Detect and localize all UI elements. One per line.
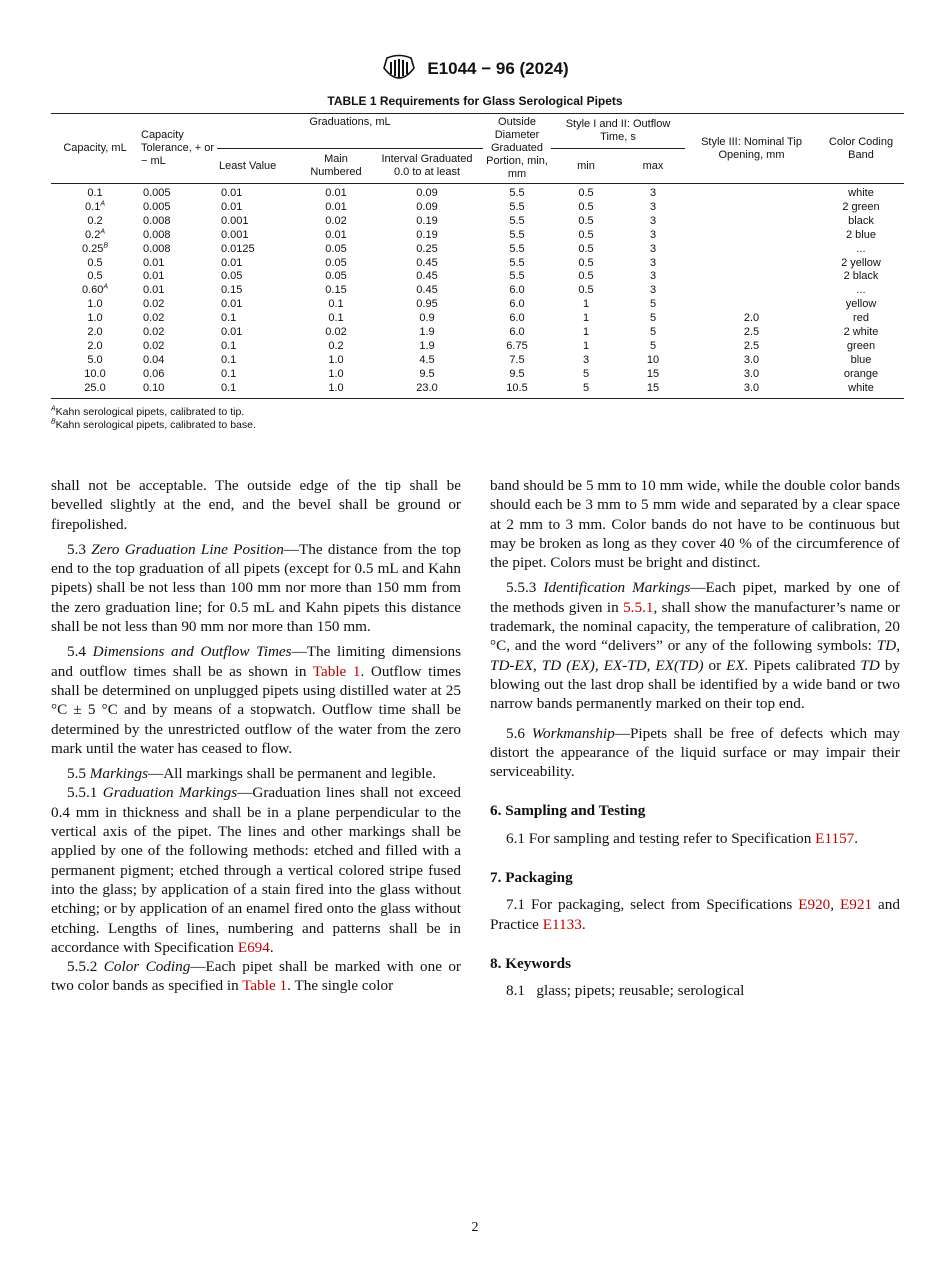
standard-designation: E1044 − 96 (2024) — [427, 59, 569, 78]
cell-od: 5.5 — [509, 228, 525, 241]
cell-interval: 0.45 — [416, 284, 438, 297]
cell-tol: 0.008 — [143, 214, 171, 227]
page-number: 2 — [471, 1220, 479, 1235]
cell-max: 3 — [649, 228, 657, 241]
cell-min: 0.5 — [578, 242, 594, 255]
cell-cap: 25.0 — [84, 381, 106, 394]
cell-od: 5.5 — [509, 187, 525, 199]
table-row — [51, 243, 904, 257]
col-header-graduations: Graduations, mL — [217, 114, 483, 149]
cell-least: 0.01 — [221, 187, 243, 199]
section-5-5: 5.5 Markings—All markings shall be permanent and legible. — [67, 765, 437, 783]
cell-cap: 0.5 — [87, 256, 103, 269]
cell-main: 0.15 — [325, 284, 347, 297]
table-row — [51, 284, 904, 298]
cell-max: 3 — [649, 256, 657, 269]
cell-interval: 0.19 — [416, 214, 438, 227]
col-header-main-numbered: Main Numbered — [310, 153, 362, 178]
cell-min: 1 — [582, 326, 590, 339]
section-5-3: 5.3 Zero Graduation Line Position—The distance from the top end to the top graduation of all pipets (except for 0.5 mL and Kahn pipets) shall be not less than 100 mm nor more than 150 mm from the zero graduation line; for 0.5 mL and Kahn pipets this distance shall be not less than 90 mm nor more than 150 mm. — [51, 540, 462, 636]
cell-least: 0.001 — [221, 214, 249, 227]
cell-main: 0.01 — [325, 228, 347, 241]
table-row — [51, 298, 904, 312]
e1133-link[interactable]: E1133 — [542, 915, 582, 933]
cell-tip: 2.0 — [743, 312, 760, 325]
cell-tip: 2.5 — [743, 339, 760, 352]
cell-main: 0.02 — [325, 326, 347, 339]
col-header-max: max — [642, 159, 664, 172]
cell-interval: 0.95 — [416, 298, 438, 311]
cell-tip: 3.0 — [743, 353, 760, 366]
cell-tip: 3.0 — [743, 367, 760, 380]
section-5-4: 5.4 Dimensions and Outflow Times—The limiting dimensions and outflow times shall be as shown in Table 1. Outflow times shall be determined on unplugged pipets using distilled water at 25 °C ± 5 °C and by means of a stopwatch. Outflow time shall be determined by the unrestricted outflow of the water from the zero mark until the water has ceased to flow. — [51, 643, 462, 757]
table-row — [51, 184, 904, 201]
col-header-min: min — [577, 159, 595, 172]
cell-main: 0.01 — [325, 200, 347, 213]
cell-cap: $0.2^A$ — [85, 228, 105, 241]
cell-main: 0.05 — [325, 256, 347, 269]
cell-cap: 2.0 — [87, 326, 103, 339]
cell-interval: 1.9 — [419, 339, 435, 352]
cell-cap: 5.0 — [87, 353, 103, 366]
cell-cap: $0.25^B$ — [81, 241, 109, 255]
cell-max: 15 — [646, 381, 660, 394]
cell-tol: 0.02 — [143, 339, 165, 352]
cell-min: 0.5 — [578, 187, 594, 199]
cell-cap: 1.0 — [87, 312, 103, 325]
cell-interval: 0.45 — [416, 270, 438, 283]
cell-least: 0.1 — [221, 353, 237, 366]
footnote: $^A$Kahn serological pipets, calibrated to tip. — [51, 405, 245, 418]
table-row — [51, 270, 904, 284]
cell-color: orange — [843, 367, 879, 380]
section-5-6: 5.6 Workmanship—Pipets shall be free of defects which may distort the appearance of the liquid surface or may impair their serviceability. — [490, 724, 901, 781]
cell-od: 10.5 — [506, 381, 528, 394]
heading-sampling-testing: 6. Sampling and Testing — [490, 802, 646, 820]
cell-cap: 1.0 — [87, 298, 103, 311]
cell-tip — [685, 184, 818, 201]
col-header-capacity: Capacity, mL — [63, 142, 127, 154]
cell-min: 1 — [582, 339, 590, 352]
cell-min: 0.5 — [578, 270, 594, 283]
cell-od: 6.75 — [506, 339, 528, 352]
cell-color: ... — [856, 284, 866, 297]
cell-main: 0.1 — [328, 298, 344, 311]
cell-max: 5 — [649, 326, 657, 339]
section-5-5-2: 5.5.2 Color Coding—Each pipet shall be marked with one or two color bands as specified in Table 1. The single color — [51, 958, 461, 995]
col-header-tip-opening: Style III: Nominal Tip Opening, mm — [701, 135, 802, 161]
cell-max: 3 — [649, 200, 657, 213]
cell-least: 0.0125 — [221, 242, 255, 255]
table-1-link[interactable]: Table 1 — [312, 662, 361, 680]
cell-interval: 23.0 — [416, 381, 438, 394]
cell-max: 10 — [646, 353, 660, 366]
e694-link[interactable]: E694 — [237, 938, 270, 956]
paragraph-continued: shall not be acceptable. The outside edge of the tip shall be bevelled slightly at the end, and the bevel shall be ground or firepolished. — [51, 477, 461, 533]
cell-max: 5 — [649, 312, 657, 325]
cell-color: green — [846, 339, 876, 352]
cell-color: white — [848, 187, 874, 199]
cell-min: 0.5 — [578, 284, 594, 297]
table-caption: TABLE 1 Requirements for Glass Serological Pipets — [327, 94, 623, 108]
cell-main: 0.01 — [325, 187, 347, 199]
col-header-outside-diameter: Outside Diameter Graduated Portion, min, mm — [486, 116, 548, 180]
cell-main: 0.02 — [325, 214, 347, 227]
section-5-5-3: 5.5.3 Identification Markings—Each pipet, marked by one of the methods given in 5.5.1, shall show the manufacturer’s name or trademark, the nominal capacity, the temperature of calibration, 20 °C, and the word “delivers” or any of the following symbols: TD, TD-EX, TD (EX), EX-TD, EX(TD) or EX. Pipets calibrated TD by blowing out the last drop shall be identified by a wide band or two narrow bands permanently marked on their top end. — [490, 579, 901, 713]
table-row — [51, 382, 904, 398]
cell-main: 1.0 — [328, 367, 344, 380]
cell-max: 5 — [649, 339, 657, 352]
table-footnotes — [51, 406, 256, 432]
cell-tol: 0.10 — [143, 381, 165, 394]
e920-link[interactable]: E920 — [798, 896, 831, 914]
cell-od: 6.0 — [509, 326, 525, 339]
cell-tip — [685, 298, 818, 312]
section-5-5-1: 5.5.1 Graduation Markings—Graduation lines shall not exceed 0.4 mm in thickness and shall be in a plane perpendicular to the vertical axis of the pipet. The lines and other markings shall be applied by one of the following methods: etched and filled with a permanent pigment; etched through a vertical colored stripe fused into the glass; by application of a stain fired into the glass without etching; or by application of an enamel fired onto the glass without etching. Lengths of lines, numbering and patterns shall be in accordance with Specification E694. — [51, 784, 462, 956]
cell-max: 15 — [646, 367, 660, 380]
cell-tip — [685, 270, 818, 284]
cell-max: 3 — [649, 284, 657, 297]
cell-least: 0.05 — [221, 270, 243, 283]
cell-tip: 2.5 — [743, 326, 760, 339]
cell-tol: 0.02 — [143, 298, 165, 311]
cell-tol: 0.01 — [143, 270, 165, 283]
astm-logo-icon — [381, 54, 417, 84]
cell-tol: 0.02 — [143, 312, 165, 325]
cell-cap: $0.60^A$ — [81, 283, 109, 297]
cell-color: black — [848, 214, 874, 227]
cell-interval: 4.5 — [419, 353, 435, 366]
cell-least: 0.15 — [221, 284, 243, 297]
cell-tip: 3.0 — [743, 381, 760, 394]
cell-od: 5.5 — [509, 242, 525, 255]
table-row — [51, 326, 904, 340]
table-row — [51, 215, 904, 229]
cell-tol: 0.005 — [143, 187, 171, 199]
cell-cap: 2.0 — [87, 339, 103, 352]
cell-least: 0.1 — [221, 367, 237, 380]
table-row — [51, 354, 904, 368]
page-header — [0, 54, 950, 84]
cell-max: 3 — [649, 270, 657, 283]
cell-color: ... — [856, 242, 866, 255]
cell-min: 1 — [582, 312, 590, 325]
cell-interval: 0.25 — [416, 242, 438, 255]
cell-least: 0.001 — [221, 228, 249, 241]
cell-max: 3 — [649, 187, 657, 199]
cell-tip — [685, 215, 818, 229]
cell-cap: 0.2 — [87, 214, 103, 227]
cell-min: 0.5 — [578, 214, 594, 227]
heading-packaging: 7. Packaging — [490, 869, 573, 887]
cell-main: 1.0 — [328, 381, 344, 394]
cell-min: 5 — [582, 367, 590, 380]
footnote: $^B$Kahn serological pipets, calibrated to base. — [51, 418, 256, 431]
cell-min: 3 — [582, 353, 590, 366]
col-header-color-coding: Color Coding Band — [828, 135, 894, 161]
paragraph-continued: band should be 5 mm to 10 mm wide, while the double color bands should each be 3 mm to 5 mm wide and separated by a clear space at 2 mm to 3 mm. Color bands do not have to be continuous but may be broken as long as they cover 40 % of the circumference of the pipet. Colors must be bright and distinct. — [490, 477, 900, 572]
cell-min: 5 — [582, 381, 590, 394]
table-row — [51, 229, 904, 243]
cell-interval: 0.09 — [416, 187, 438, 199]
heading-keywords: 8. Keywords — [490, 954, 571, 972]
cell-color: 2 blue — [846, 228, 876, 241]
cell-od: 6.0 — [509, 298, 525, 311]
requirements-table — [51, 113, 904, 399]
table-row — [51, 368, 904, 382]
table-row — [51, 201, 904, 215]
cell-least: 0.1 — [221, 339, 237, 352]
cell-min: 0.5 — [578, 200, 594, 213]
col-header-outflow-time: Style I and II: Outflow Time, s — [551, 114, 685, 149]
col-header-tolerance: Capacity Tolerance, + or − mL — [141, 129, 215, 167]
left-column — [51, 476, 461, 996]
cell-interval: 9.5 — [419, 367, 435, 380]
section-7-1: 7.1 For packaging, select from Specifications E920, E921 and Practice E1133. — [490, 896, 900, 933]
cell-least: 0.1 — [221, 381, 237, 394]
cell-least: 0.1 — [221, 312, 237, 325]
cell-interval: 0.09 — [416, 200, 438, 213]
cell-color: red — [853, 312, 869, 325]
cell-tip — [685, 243, 818, 257]
cell-min: 0.5 — [578, 228, 594, 241]
section-5-5-1-link[interactable]: 5.5.1 — [623, 598, 654, 616]
cell-color: 2 white — [843, 326, 879, 339]
cell-tol: 0.01 — [143, 256, 165, 269]
cell-cap: 10.0 — [84, 367, 106, 380]
cell-od: 5.5 — [509, 256, 525, 269]
cell-tip — [685, 284, 818, 298]
cell-color: blue — [850, 353, 872, 366]
table-1-link[interactable]: Table 1 — [242, 977, 288, 995]
cell-tol: 0.008 — [143, 228, 171, 241]
cell-tip — [685, 229, 818, 243]
cell-cap: 0.1 — [87, 187, 103, 199]
cell-min: 0.5 — [578, 256, 594, 269]
section-8-1: 8.1 glass; pipets; reusable; serological — [506, 982, 745, 1000]
cell-color: white — [848, 381, 874, 394]
cell-color: 2 yellow — [841, 256, 881, 269]
cell-od: 7.5 — [509, 353, 525, 366]
cell-main: 0.05 — [325, 270, 347, 283]
cell-main: 1.0 — [328, 353, 344, 366]
cell-tol: 0.008 — [143, 242, 171, 255]
cell-least: 0.01 — [221, 326, 243, 339]
cell-tip — [685, 201, 818, 215]
cell-od: 5.5 — [509, 214, 525, 227]
cell-least: 0.01 — [221, 298, 243, 311]
cell-color: yellow — [845, 298, 877, 311]
col-header-least-value: Least Value — [219, 159, 277, 172]
cell-cap: $0.1^A$ — [85, 200, 105, 213]
table-row — [51, 340, 904, 354]
section-6-1: 6.1 For sampling and testing refer to Specification E1157. — [506, 829, 859, 847]
cell-min: 1 — [582, 298, 590, 311]
cell-color: 2 black — [843, 270, 879, 283]
col-header-interval: Interval Graduated 0.0 to at least — [381, 153, 473, 178]
e1157-link[interactable]: E1157 — [815, 829, 855, 847]
cell-least: 0.01 — [221, 256, 243, 269]
cell-tol: 0.02 — [143, 326, 165, 339]
cell-interval: 0.9 — [419, 312, 435, 325]
cell-least: 0.01 — [221, 200, 243, 213]
cell-od: 6.0 — [509, 312, 525, 325]
cell-main: 0.2 — [328, 339, 344, 352]
cell-max: 5 — [649, 298, 657, 311]
cell-cap: 0.5 — [87, 270, 103, 283]
table-row — [51, 312, 904, 326]
cell-main: 0.05 — [325, 242, 347, 255]
cell-tip — [685, 257, 818, 271]
cell-tol: 0.06 — [143, 367, 165, 380]
table-body — [51, 184, 904, 399]
cell-od: 9.5 — [509, 367, 525, 380]
cell-od: 6.0 — [509, 284, 525, 297]
cell-od: 5.5 — [509, 270, 525, 283]
table-row — [51, 257, 904, 271]
e921-link[interactable]: E921 — [840, 896, 873, 914]
cell-main: 0.1 — [328, 312, 344, 325]
cell-max: 3 — [649, 214, 657, 227]
cell-interval: 0.45 — [416, 256, 438, 269]
cell-tol: 0.005 — [143, 200, 171, 213]
cell-max: 3 — [649, 242, 657, 255]
cell-od: 5.5 — [509, 200, 525, 213]
cell-tol: 0.01 — [143, 284, 165, 297]
right-column — [490, 476, 900, 1001]
cell-color: 2 green — [842, 200, 880, 213]
cell-interval: 0.19 — [416, 228, 438, 241]
cell-tol: 0.04 — [143, 353, 165, 366]
cell-interval: 1.9 — [419, 326, 435, 339]
